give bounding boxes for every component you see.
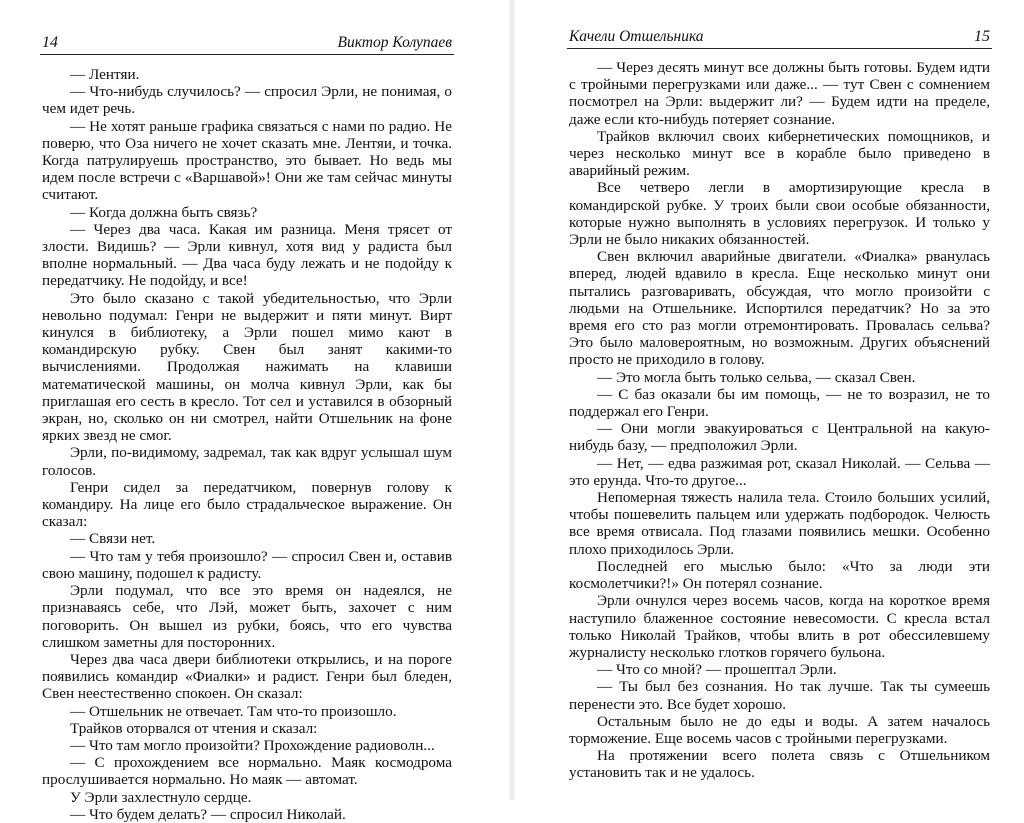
paragraph: Непомерная тяжесть налила тела. Стоило больших усилий, чтобы пошевелить пальцем или удержать подбородок. Челюсть все время отвисала. Под глазами появились мешки. Особенно плохо приходилось Эрли. [569,489,990,558]
paragraph: — Связи нет. [70,530,156,548]
left-page-body [42,66,452,823]
right-page-header [567,24,992,49]
paragraph: Это было сказано с такой убедительностью, что Эрли невольно подумал: Генри не выдержит и пяти минут. Вирт кинулся в библиотеку, а Эрли пошел мимо кают в командирскую рубку. Свен был занят какими-то вычислениями. Продолжая нажимать на клавиши математической машины, он молча кивнул Эрли, как бы приглашая его сесть в кресло. Тот сел и уставился в обзорный экран, но, сколько он ни смотрел, найти Отшельник на фоне ярких звезд не смог. [42,289,452,445]
paragraph: — С баз оказали бы им помощь, — не то возразил, не то поддержал его Генри. [569,385,990,421]
paragraph: Эрли подумал, что все это время он надеялся, не признаваясь себе, что Лэй, может быть, захочет с ним поговорить. Он вышел из рубки, боясь, что его чувства слишком заметны для посторонних. [42,582,452,651]
paragraph: — Через два часа. Какая им разница. Меня трясет от злости. Видишь? — Эрли кивнул, хотя вид у радиста был вполне нормальный. — Два часа буду лежать и не подойду к передатчику. Не подойду, и все! [42,220,452,290]
paragraph: — Что со мной? — прошептал Эрли. [597,661,837,679]
paragraph: — Отшельник не отвечает. Там что-то произошло. [70,702,397,720]
running-title: Качели Отшельника [569,28,704,45]
page-number: 14 [42,34,58,51]
paragraph: Эрли, по-видимому, задремал, так как вдруг услышал шум голосов. [42,444,452,479]
right-page-body [569,59,990,782]
paragraph: Трайков оторвался от чтения и сказал: [70,719,318,737]
paragraph: — Это могла быть только сельва, — сказал Свен. [597,368,916,386]
paragraph: У Эрли захлестнуло сердце. [70,788,252,806]
paragraph: Свен включил аварийные двигатели. «Фиалка» рванулась вперед, людей вдавило в кресла. Еще несколько минут они пытались разговаривать, обсуждая, что могло произойти с людьми на Отшельнике. Испортился передатчик? Но за это время его сто раз могли отремонтировать. Провалась сельва? Это было маловероятным, но возможным. Других объяснений просто не приходило в голову. [569,248,990,369]
paragraph: Последней его мыслью было: «Что за люди эти космолетчики?!» Он потерял сознание. [569,557,990,593]
paragraph: — Что там могло произойти? Прохождение радиоволн... [70,736,435,754]
paragraph: На протяжении всего полета связь с Отшельником установить так и не удалось. [569,747,990,782]
paragraph: Остальным было не до еды и воды. А затем началось торможение. Еще восемь часов с тройными перегрузками. [569,712,990,747]
paragraph: — С прохождением все нормально. Маяк космодрома прослушивается нормально. Но маяк — автомат. [42,754,452,789]
paragraph: Через два часа двери библиотеки открылись, и на пороге появились командир «Фиалки» и радист. Генри был бледен, Свен неестественно спокоен. Он сказал: [42,650,452,703]
paragraph: — Через десять минут все должны быть готовы. Будем идти с тройными перегрузками или даже... — тут Свен с сомнением посмотрел на Эрли: выдержит ли? — Будем идти на пределе, даже если кто-нибудь потеряет сознание. [569,59,990,128]
paragraph: — Что будем делать? — спросил Николай. [70,805,346,823]
paragraph: — Нет, — едва разжимая рот, сказал Николай. — Сельва — это ерунда. Что-то другое... [569,454,990,489]
paragraph: — Они могли эвакуироваться с Центральной на какую-нибудь базу, — предположил Эрли. [569,420,990,455]
right-page [512,0,1024,800]
paragraph: Все четверо легли в амортизирующие кресла в командирской рубке. У троих были свои особые обязанности, которые нужно выполнять в условиях перегрузок. И только у Эрли не было никаких обязанностей. [569,179,990,249]
paragraph: — Ты был без сознания. Но так лучше. Так ты сумеешь перенести это. Все будет хорошо. [569,678,990,713]
paragraph: Трайков включил своих кибернетических помощников, и через несколько минут все в корабле было приведено в аварийный режим. [569,127,990,180]
paragraph: — Лентяи. [70,66,140,83]
paragraph: — Не хотят раньше графика связаться с нами по радио. Не поверю, что Оза ничего не хочет сказать мне. Лентяи, и точка. Когда патрулируешь пространство, это бывает. Но ведь мы идем после встречи с «Варшавой»! Они же там сейчас минуты считают. [42,117,452,204]
left-page-header [40,30,454,55]
page-number: 15 [974,28,990,45]
paragraph: — Что-нибудь случилось? — спросил Эрли, не понимая, о чем идет речь. [42,83,452,118]
running-title: Виктор Колупаев [337,34,452,51]
paragraph: — Что там у тебя произошло? — спросил Свен и, оставив свою машину, подошел к радисту. [42,547,452,582]
paragraph: Эрли очнулся через восемь часов, когда на короткое время наступило блаженное состояние невесомости. С кресла встал только Николай Трайков, чтобы влить в рот обессилевшему журналисту несколько глотков горячего бульона. [569,592,990,661]
paragraph: — Когда должна быть связь? [70,203,258,221]
paragraph: Генри сидел за передатчиком, повернув голову к командиру. На лице его было страдальческое выражение. Он сказал: [42,478,452,531]
